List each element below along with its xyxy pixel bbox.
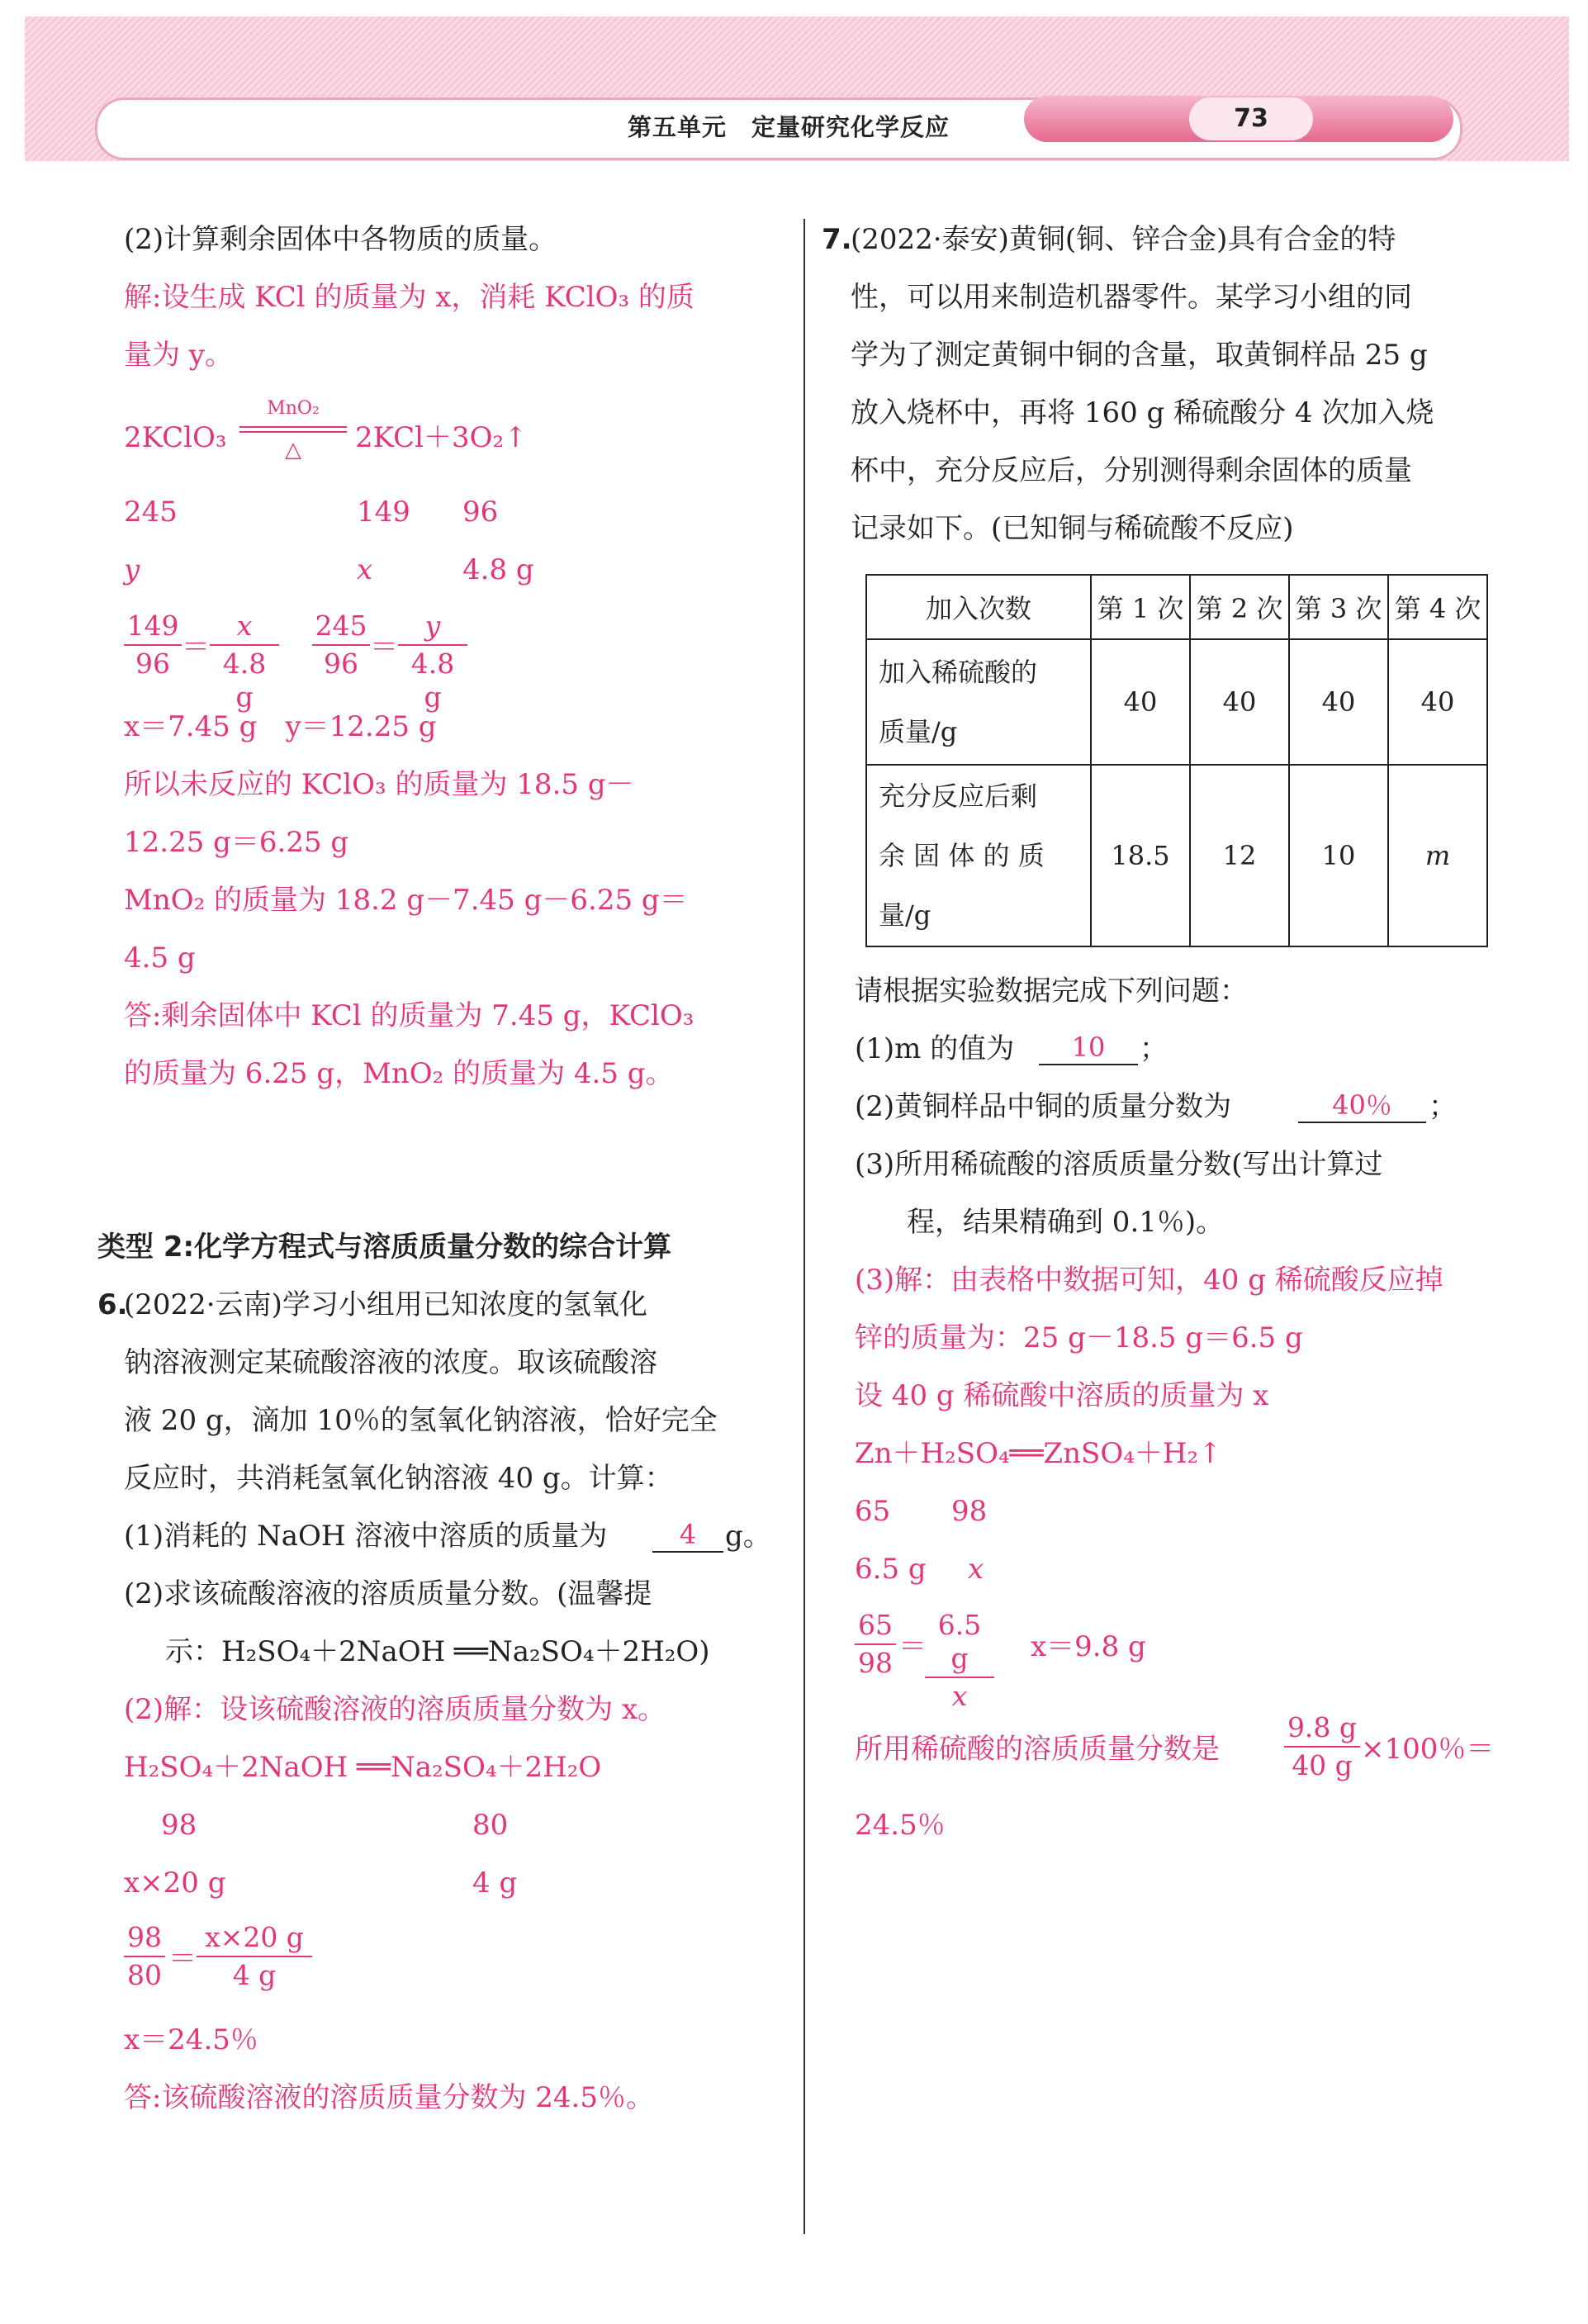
- s6-mass-98: 98: [161, 1809, 197, 1842]
- mass-96: 96: [462, 496, 499, 529]
- s6-line-1: (2)解：设该硫酸溶液的溶质质量分数为 x。: [124, 1693, 666, 1726]
- equals-1: ＝: [182, 631, 210, 664]
- table-cell: 10: [1289, 765, 1388, 946]
- s7-line-3: 设 40 g 稀硫酸中溶质的质量为 x: [855, 1379, 1269, 1412]
- s7-final-suffix: ×100％＝: [1361, 1733, 1495, 1766]
- s6-mass-80: 80: [472, 1809, 509, 1842]
- page-title: 第五单元 定量研究化学反应: [628, 113, 950, 141]
- s6-answer: 答:该硫酸溶液的溶质质量分数为 24.5％。: [124, 2081, 654, 2114]
- q7-number: 7.: [822, 223, 852, 256]
- eq-arrow-top: [239, 426, 347, 428]
- type2-heading: 类型 2:化学方程式与溶质质量分数的综合计算: [97, 1231, 672, 1264]
- sol-line-1: 解:设生成 KCl 的质量为 x，消耗 KClO₃ 的质: [124, 281, 694, 314]
- q7-part3-line-1: (3)所用稀硫酸的溶质质量分数(写出计算过: [855, 1148, 1383, 1181]
- kclo3-line-2: 12.25 g＝6.25 g: [124, 826, 349, 859]
- q7-part2-prefix: (2)黄铜样品中铜的质量分数为: [855, 1090, 1232, 1123]
- answer-line-2: 的质量为 6.25 g，MnO₂ 的质量为 4.5 g。: [124, 1057, 674, 1090]
- table-header: 第 3 次: [1289, 575, 1388, 639]
- table-row: [866, 765, 1487, 946]
- fraction-y-4.8: y 4.8 g: [398, 609, 467, 714]
- table-header-row: [866, 575, 1487, 639]
- s7-final-fraction: 9.8 g 40 g: [1284, 1711, 1360, 1782]
- eq-heat: △: [285, 438, 301, 462]
- q6-line-3: 液 20 g，滴加 10％的氢氧化钠溶液，恰好完全: [124, 1404, 718, 1437]
- q6-part1-prefix: (1)消耗的 NaOH 溶液中溶质的质量为: [124, 1520, 608, 1553]
- sol-line-2: 量为 y。: [124, 339, 234, 372]
- q6-number: 6.: [97, 1288, 128, 1321]
- q7-line-6: 记录如下。(已知铜与稀硫酸不反应): [851, 512, 1294, 545]
- q6-part2-line-2: 示：H₂SO₄＋2NaOH ══Na₂SO₄＋2H₂O): [165, 1635, 710, 1668]
- table-cell: m: [1388, 765, 1487, 946]
- q7-line-4: 放入烧杯中，再将 160 g 稀硫酸分 4 次加入烧: [851, 396, 1434, 429]
- data-table: [865, 574, 1488, 947]
- s7-var-x: x: [968, 1553, 984, 1586]
- q6-part1-answer: 4: [652, 1518, 723, 1553]
- q2-text: (2)计算剩余固体中各物质的质量。: [124, 223, 557, 256]
- table-header: 加入次数: [866, 575, 1091, 639]
- s6-fraction-98-80: 98 80: [124, 1921, 165, 1992]
- table-cell: 40: [1388, 639, 1487, 765]
- kclo3-line-1: 所以未反应的 KClO₃ 的质量为 18.5 g－: [124, 768, 634, 801]
- column-divider: [803, 219, 805, 2234]
- answer-line-1: 答:剩余固体中 KCl 的质量为 7.45 g，KClO₃: [124, 999, 694, 1032]
- s7-equals: ＝: [898, 1630, 927, 1663]
- mass-245: 245: [124, 496, 178, 529]
- fraction-245-96: 245 96: [312, 609, 370, 681]
- equals-2: ＝: [370, 631, 398, 664]
- table-header: 第 2 次: [1190, 575, 1289, 639]
- q7-prompt: 请根据实验数据完成下列问题：: [855, 975, 1248, 1008]
- q7-part3-line-2: 程，结果精确到 0.1％)。: [907, 1206, 1225, 1239]
- q7-part2-answer: 40％: [1298, 1088, 1426, 1123]
- row-label: 加入稀硫酸的 质量/g: [866, 639, 1091, 765]
- q7-part1-suffix: ；: [1140, 1032, 1168, 1065]
- fraction-x-4.8: x 4.8 g: [210, 609, 279, 714]
- q6-line-1: (2022·云南)学习小组用已知浓度的氢氧化: [124, 1288, 647, 1321]
- s7-fraction-65-98: 65 98: [855, 1609, 896, 1680]
- s6-fraction-x20-4g: x×20 g 4 g: [197, 1921, 312, 1992]
- q7-part2-suffix: ；: [1429, 1090, 1457, 1123]
- table-cell: 12: [1190, 765, 1289, 946]
- mno2-line-2: 4.5 g: [124, 941, 196, 975]
- s7-var-6.5: 6.5 g: [855, 1553, 927, 1586]
- table-row: [866, 639, 1487, 765]
- table-header: 第 4 次: [1388, 575, 1487, 639]
- var-x: x: [357, 553, 373, 586]
- table-cell: 40: [1091, 639, 1190, 765]
- eq-arrow-bottom: [239, 431, 347, 433]
- eq-left: 2KClO₃: [124, 421, 227, 454]
- s7-equation: Zn＋H₂SO₄══ZnSO₄＋H₂↑: [855, 1437, 1222, 1470]
- q7-line-2: 性，可以用来制造机器零件。某学习小组的同: [851, 281, 1412, 314]
- var-4.8: 4.8 g: [462, 553, 534, 586]
- s6-equals: ＝: [168, 1942, 197, 1975]
- results: x＝7.45 g y＝12.25 g: [124, 710, 437, 743]
- eq-catalyst: MnO₂: [267, 398, 320, 419]
- mno2-line-1: MnO₂ 的质量为 18.2 g－7.45 g－6.25 g＝: [124, 884, 688, 917]
- q7-part1-prefix: (1)m 的值为: [855, 1032, 1015, 1065]
- s7-mass-98: 98: [951, 1495, 988, 1528]
- fraction-149-96: 149 96: [124, 609, 182, 681]
- s6-equation: H₂SO₄＋2NaOH ══Na₂SO₄＋2H₂O: [124, 1751, 602, 1784]
- q6-line-2: 钠溶液测定某硫酸溶液的浓度。取该硫酸溶: [124, 1346, 657, 1379]
- q6-part2-line-1: (2)求该硫酸溶液的溶质质量分数。(温馨提: [124, 1577, 652, 1610]
- q7-line-1: (2022·泰安)黄铜(铜、锌合金)具有合金的特: [851, 223, 1396, 256]
- s6-var-x20: x×20 g: [124, 1866, 226, 1900]
- row-label: 充分反应后剩 余 固 体 的 质 量/g: [866, 765, 1091, 946]
- s7-line-2: 锌的质量为：25 g－18.5 g＝6.5 g: [855, 1321, 1303, 1354]
- var-y: y: [124, 553, 140, 586]
- q6-part1-suffix: g。: [725, 1520, 771, 1553]
- table-cell: 40: [1190, 639, 1289, 765]
- s7-result: x＝9.8 g: [1031, 1630, 1146, 1663]
- q7-part1-answer: 10: [1039, 1031, 1138, 1065]
- s6-var-4g: 4 g: [472, 1866, 518, 1900]
- s7-mass-65: 65: [855, 1495, 891, 1528]
- q7-line-3: 学为了测定黄铜中铜的含量，取黄铜样品 25 g: [851, 339, 1428, 372]
- eq-right: 2KCl＋3O₂↑: [355, 421, 528, 454]
- q6-line-4: 反应时，共消耗氢氧化钠溶液 40 g。计算：: [124, 1462, 673, 1495]
- s6-result: x＝24.5％: [124, 2023, 258, 2056]
- mass-149: 149: [357, 496, 410, 529]
- s7-final-prefix: 所用稀硫酸的溶质质量分数是: [855, 1733, 1220, 1766]
- table-cell: 40: [1289, 639, 1388, 765]
- s7-fraction-6.5-x: 6.5 g x: [925, 1609, 994, 1713]
- s7-final-answer: 24.5％: [855, 1809, 946, 1842]
- page-number: 73: [1189, 97, 1313, 140]
- table-header: 第 1 次: [1091, 575, 1190, 639]
- q7-line-5: 杯中，充分反应后，分别测得剩余固体的质量: [851, 454, 1412, 487]
- table-cell: 18.5: [1091, 765, 1190, 946]
- s7-line-1: (3)解：由表格中数据可知，40 g 稀硫酸反应掉: [855, 1264, 1443, 1297]
